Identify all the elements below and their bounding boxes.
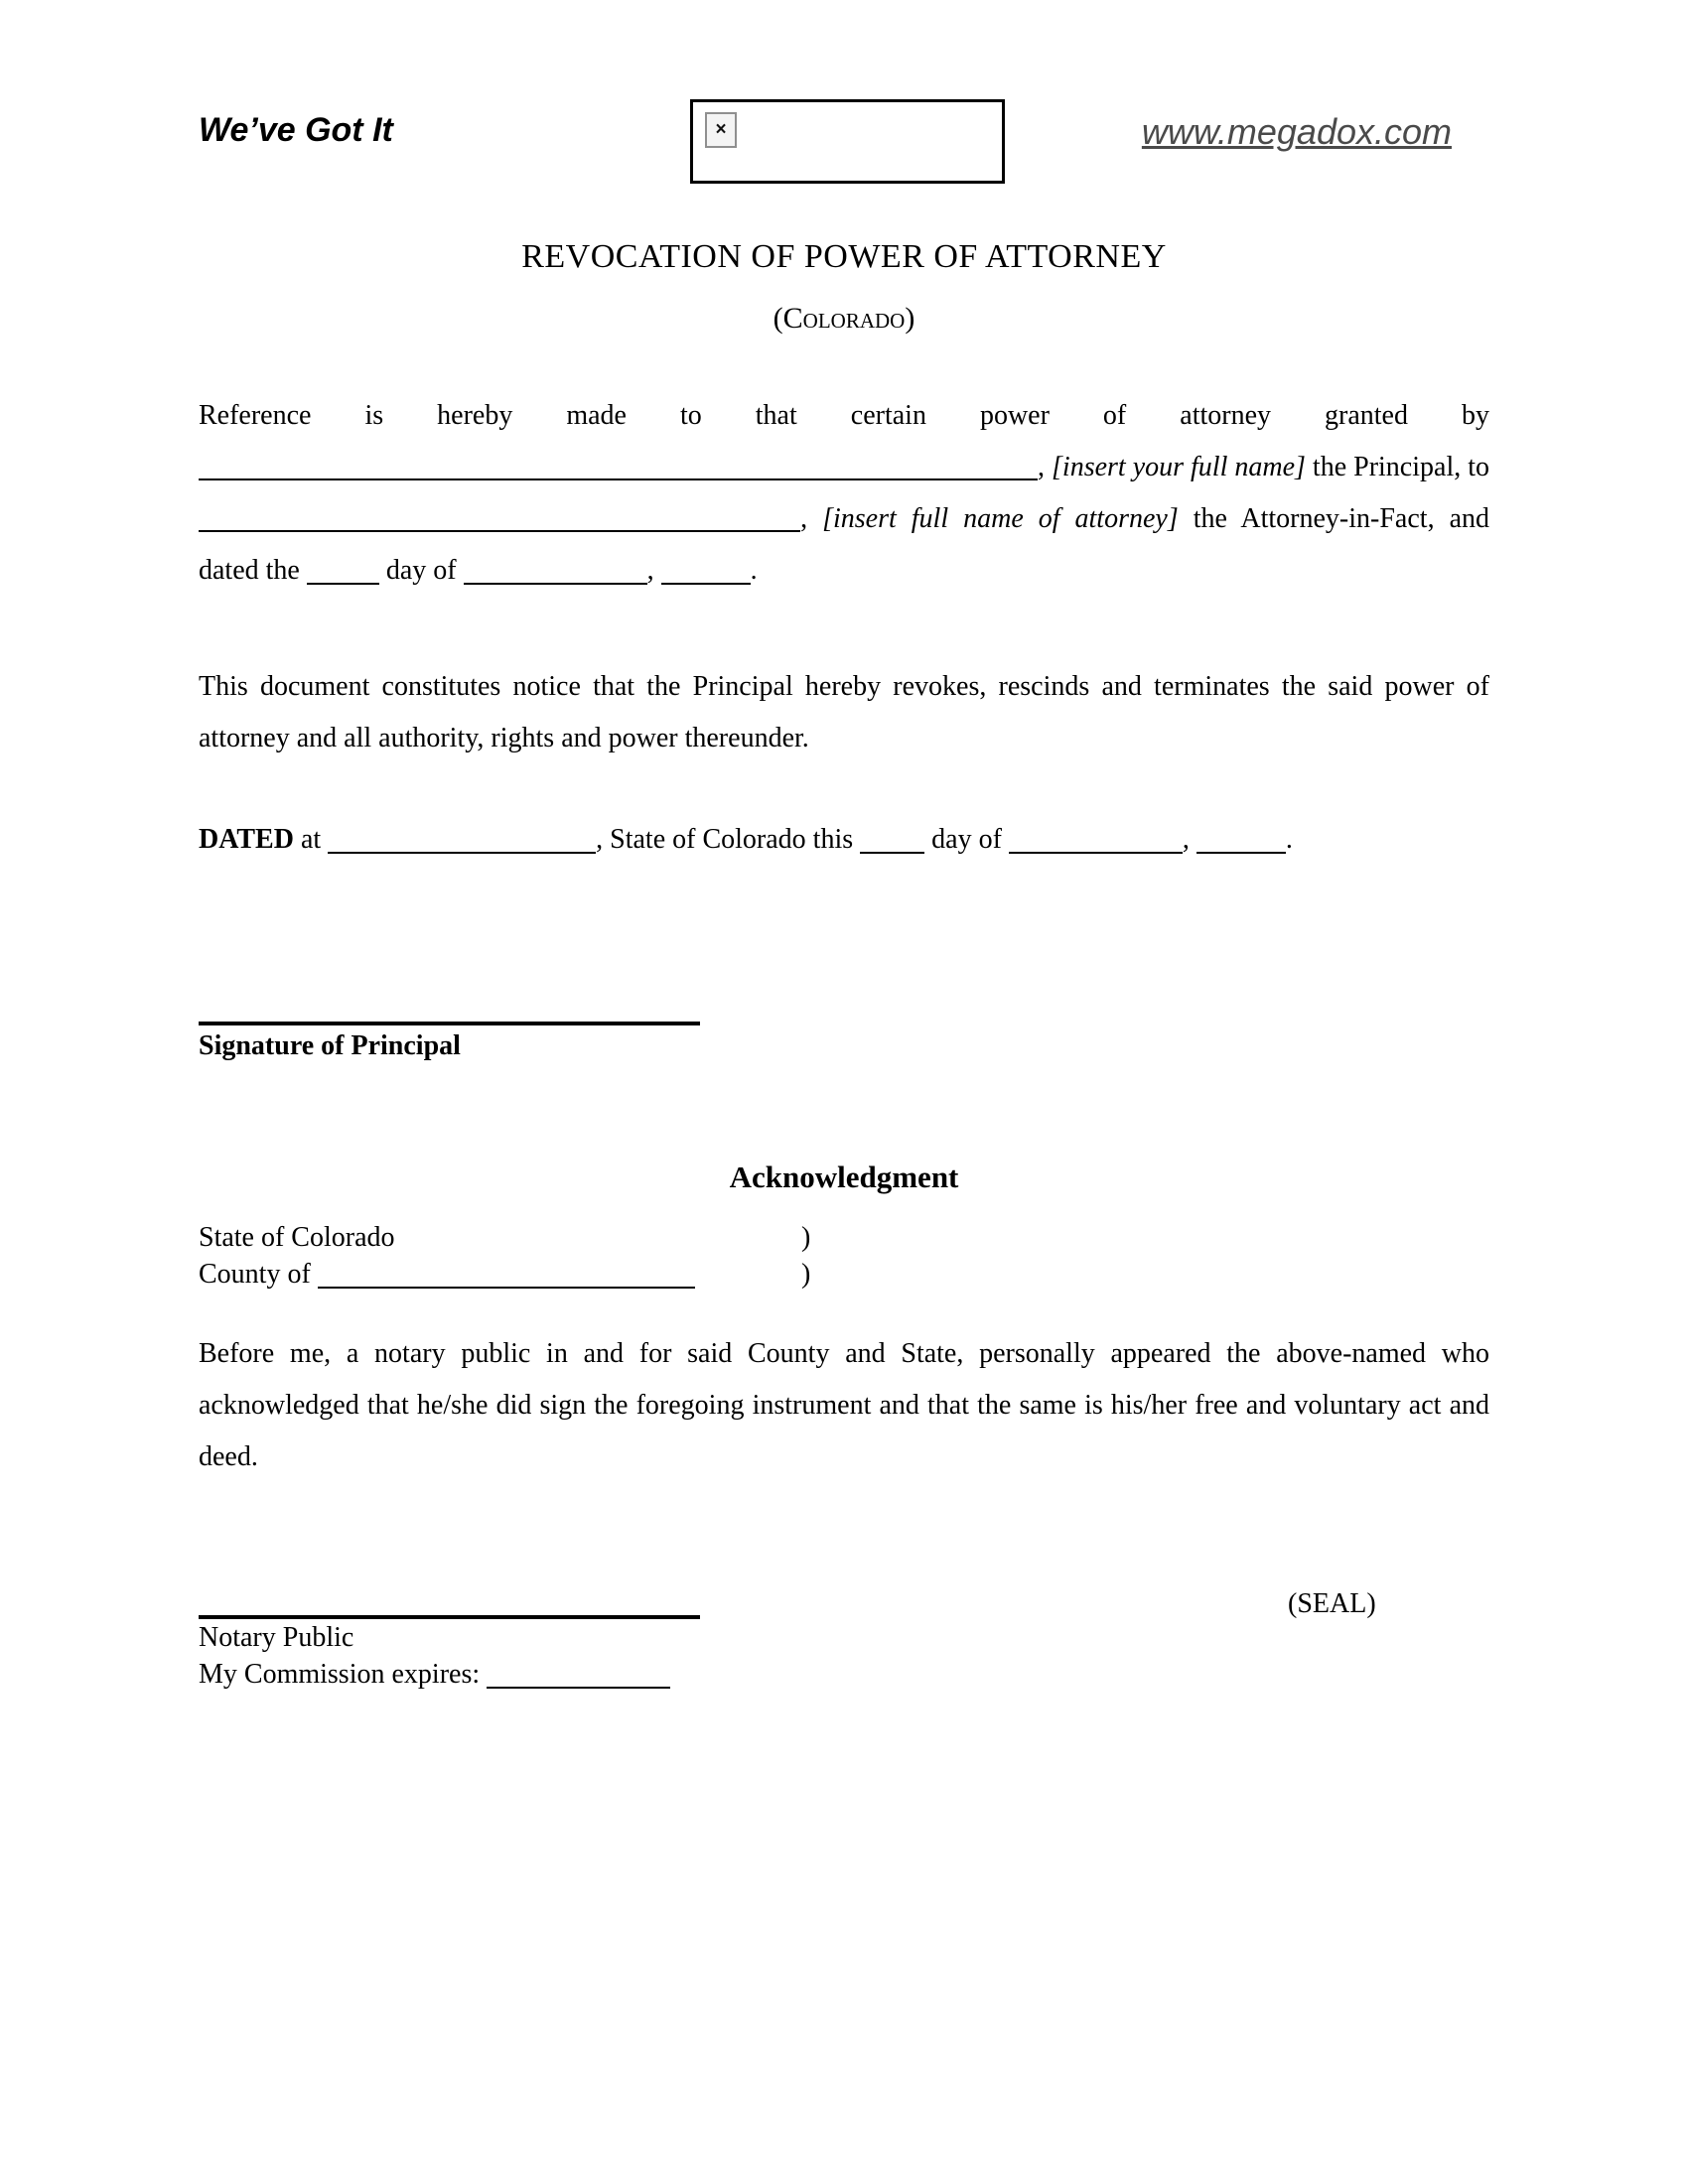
- year-blank-line: [661, 583, 751, 585]
- dated-the-text: dated the: [199, 555, 307, 586]
- exec-month-blank-line: [1009, 852, 1183, 854]
- exec-period-text: .: [1285, 824, 1293, 855]
- state-of-colorado-this-text: , State of Colorado this: [596, 824, 861, 855]
- attorney-designation-text: the Attorney-in-Fact, and: [1178, 503, 1489, 534]
- place-blank-line: [328, 852, 596, 854]
- revocation-paragraph: This document constitutes notice that the Principal hereby revokes, rescinds and terminates the said power of attorney and all authority, rights and power thereunder.: [199, 671, 1489, 753]
- period-text: .: [750, 555, 758, 586]
- reference-line-2-text: ,: [1038, 452, 1053, 482]
- month-blank-line: [464, 583, 647, 585]
- logo-image-placeholder: [690, 99, 1005, 184]
- at-text: at: [293, 824, 329, 855]
- seal-text: (SEAL): [1288, 1588, 1376, 1619]
- document-title: REVOCATION OF POWER OF ATTORNEY: [521, 238, 1167, 275]
- exec-day-blank-line: [860, 852, 924, 854]
- commission-row: [199, 1656, 715, 1693]
- insert-your-full-name-placeholder: [insert your full name]: [1052, 452, 1306, 482]
- reference-line-3: [199, 493, 1489, 545]
- principal-signature-line: [199, 988, 700, 1025]
- acknowledgment-heading: Acknowledgment: [729, 1160, 959, 1194]
- exec-day-of-text: day of: [924, 824, 1009, 855]
- principal-signature-label: Signature of Principal: [199, 1030, 461, 1061]
- dated-at-line: [199, 814, 1489, 866]
- county-label-col: [199, 1256, 801, 1293]
- reference-line-3-text: ,: [800, 503, 823, 534]
- commission-blank-line: [487, 1687, 670, 1689]
- exec-comma-text: ,: [1182, 824, 1196, 855]
- principal-name-blank-line: [199, 478, 1038, 480]
- dated-bold-text: DATED: [199, 824, 294, 855]
- website-link[interactable]: www.megadox.com: [1141, 111, 1452, 152]
- principal-designation-text: the Principal, to: [1305, 452, 1489, 482]
- notary-public-label: Notary Public: [199, 1622, 354, 1653]
- venue-block: [199, 1219, 1489, 1293]
- county-venue-row: [199, 1256, 1489, 1293]
- notary-signature-line: [199, 1584, 700, 1619]
- document-subtitle: (Colorado): [773, 302, 915, 335]
- reference-paragraph: [199, 390, 1489, 597]
- county-blank-line: [318, 1287, 695, 1289]
- comma-text: ,: [646, 555, 661, 586]
- attorney-name-blank-line: [199, 530, 800, 532]
- reference-line-4: [199, 545, 1489, 597]
- brand-tagline: We’ve Got It: [199, 111, 393, 149]
- exec-year-blank-line: [1196, 852, 1286, 854]
- state-paren: ): [801, 1222, 811, 1253]
- reference-line-1: Reference is hereby made to that certain power of attorney granted by: [199, 400, 1489, 431]
- notary-paragraph: Before me, a notary public in and for said County and State, personally appeared the above-named who acknowledged that he/she did sign the foregoing instrument and that the same is his/her free and voluntary act and deed.: [199, 1338, 1489, 1472]
- reference-line-2: [199, 442, 1489, 493]
- county-label: County of: [199, 1259, 318, 1290]
- commission-label: My Commission expires:: [199, 1659, 488, 1690]
- county-paren: ): [801, 1259, 811, 1290]
- day-of-text: day of: [378, 555, 464, 586]
- insert-attorney-name-placeholder: [insert full name of attorney]: [822, 503, 1179, 534]
- state-label: State of Colorado: [199, 1222, 395, 1253]
- principal-signature-block: [199, 988, 700, 1067]
- state-venue-row: [199, 1219, 1489, 1256]
- day-blank-line: [307, 583, 379, 585]
- notary-signature-block: [199, 1584, 715, 1693]
- broken-image-icon: ×: [705, 112, 737, 148]
